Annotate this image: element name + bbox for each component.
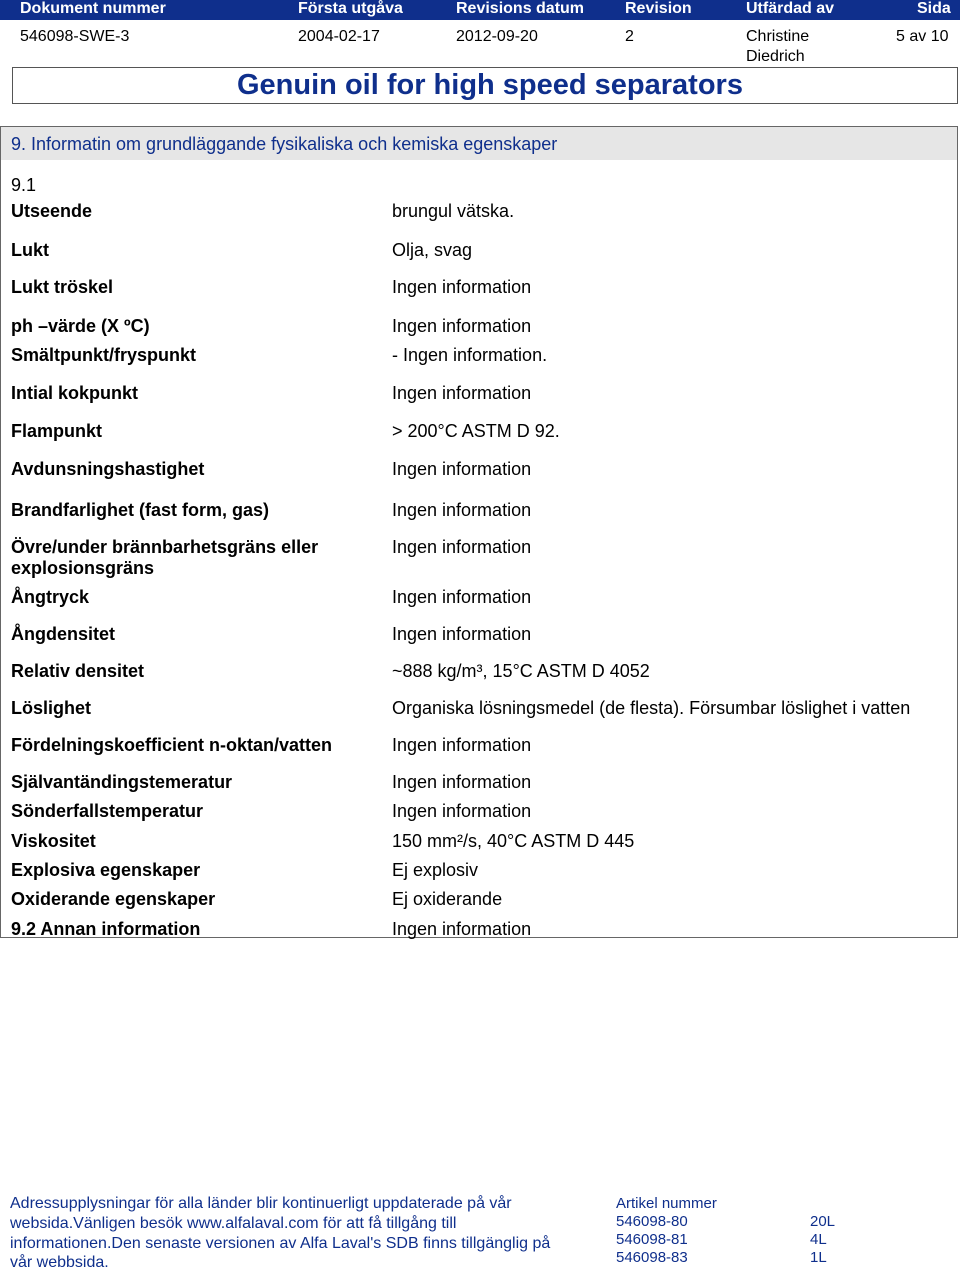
property-value: Ingen information [392,919,532,939]
header-value-revision-date: 2012-09-20 [456,28,538,45]
section-header [1,127,957,160]
section-9 [0,126,958,938]
article-number-header: Artikel nummer [616,1195,717,1212]
property-value: Olja, svag [392,240,473,260]
property-label: Sönderfallstemperatur [11,801,204,821]
header-value-issued-by: Christine [746,28,810,45]
header-label-page: Sida [917,0,951,17]
article-number: 546098-80 [616,1213,688,1230]
section-title: 9. Informatin om grundläggande fysikaliska och kemiska egenskaper [11,134,558,154]
article-number: 546098-81 [616,1231,688,1248]
property-value: Ingen information [392,459,532,479]
property-label: Oxiderande egenskaper [11,889,216,909]
property-label: 9.2 Annan information [11,919,201,939]
article-volume: 4L [810,1231,827,1248]
property-label: Övre/under brännbarhetsgräns eller [11,537,319,557]
property-value: Ingen information [392,624,532,644]
header-value-revision: 2 [625,28,634,45]
property-label: Ångtryck [11,587,90,607]
property-label: Smältpunkt/fryspunkt [11,345,197,365]
header-label-revision-date: Revisions datum [456,0,585,17]
property-value: Ingen information [392,735,532,755]
property-value: - Ingen information. [392,345,548,365]
header-label-first-edition: Första utgåva [298,0,403,17]
property-value: Ingen information [392,537,532,557]
property-value: Ingen information [392,772,532,792]
property-value: > 200°C ASTM D 92. [392,421,560,441]
property-label: ph –värde (X ºC) [11,316,150,336]
header-label-revision: Revision [625,0,692,17]
article-number: 546098-83 [616,1249,688,1266]
header-label-issued-by: Utfärdad av [746,0,835,17]
property-value: Ej explosiv [392,860,479,880]
property-label: Explosiva egenskaper [11,860,201,880]
property-label: Fördelningskoefficient n-oktan/vatten [11,735,333,755]
article-volume: 1L [810,1249,827,1266]
property-value: Ingen information [392,277,532,297]
property-value: Ingen information [392,500,532,520]
property-label: Lukt tröskel [11,277,114,297]
property-value: 150 mm²/s, 40°C ASTM D 445 [392,831,635,851]
footer-note-line: websida.Vänligen besök www.alfalaval.com för att få tillgång till [10,1215,457,1232]
property-label: Utseende [11,201,93,221]
property-value: ~888 kg/m³, 15°C ASTM D 4052 [392,661,650,681]
header-value-page: 5 av 10 [896,28,949,45]
property-label: Intial kokpunkt [11,383,139,403]
document-title: Genuin oil for high speed separators [237,69,743,101]
property-value: Ej oxiderande [392,889,503,909]
property-label: Ångdensitet [11,624,116,644]
property-label: Löslighet [11,698,91,718]
property-label: Flampunkt [11,421,103,441]
property-label-line2: explosionsgräns [11,558,155,578]
header-value-issued-by-line2: Diedrich [746,48,805,65]
property-value: brungul vätska. [392,201,515,221]
article-volume: 20L [810,1213,836,1230]
header-label-document-number: Dokument nummer [20,0,166,17]
property-label: Brandfarlighet (fast form, gas) [11,500,270,520]
property-value: Organiska lösningsmedel (de flesta). Försumbar löslighet i vatten [392,698,911,718]
footer-note-line: Adressupplysningar för alla länder blir kontinuerligt uppdaterade på vår [10,1195,512,1212]
property-value: Ingen information [392,587,532,607]
property-value: Ingen information [392,383,532,403]
header-value-document-number: 546098-SWE-3 [20,28,130,45]
footer-note-line: informationen.Den senaste versionen av Alfa Laval's SDB finns tillgänglig på [10,1235,551,1252]
property-label: Självantändingstemeratur [11,772,233,792]
footer-note-line: vår webbsida. [10,1254,109,1271]
property-value: Ingen information [392,316,532,336]
property-label: Lukt [11,240,49,260]
property-label: Relativ densitet [11,661,145,681]
property-label: Avdunsningshastighet [11,459,205,479]
subsection-number: 9.1 [11,175,37,195]
header-value-first-edition: 2004-02-17 [298,28,380,45]
property-value: Ingen information [392,801,532,821]
property-label: Viskositet [11,831,96,851]
